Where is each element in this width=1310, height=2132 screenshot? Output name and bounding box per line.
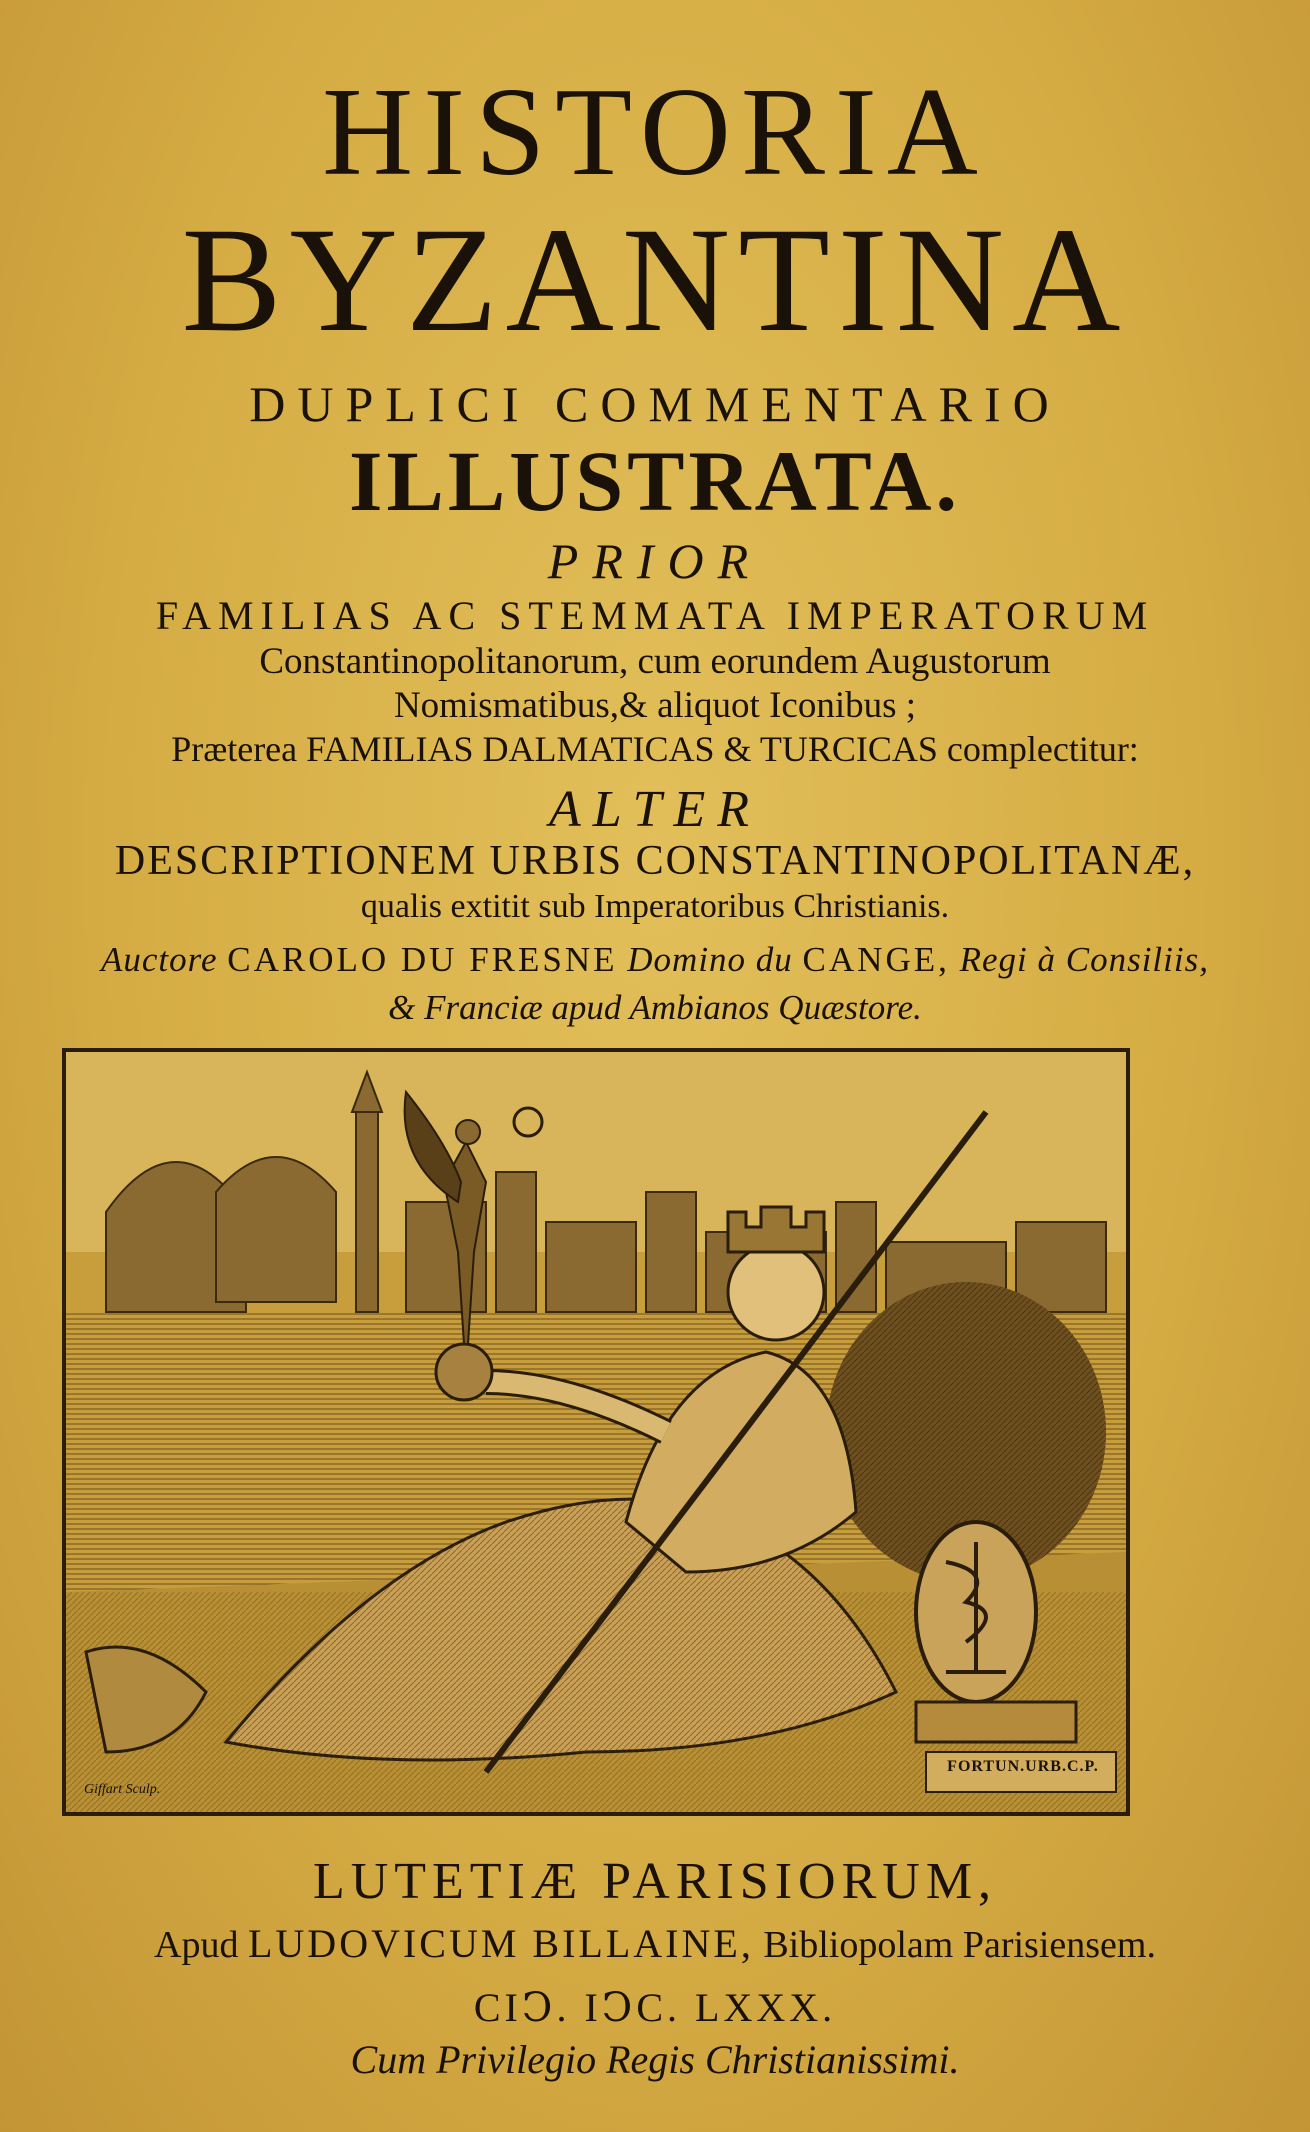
engraver-signature: Giffart Sculp.: [84, 1782, 161, 1797]
mural-crown-icon: [728, 1207, 824, 1252]
title-historia: HISTORIA: [322, 63, 988, 202]
imprint-city: LUTETIÆ PARISIORUM,: [312, 1853, 998, 1910]
engraving-illustration: [66, 1052, 1126, 1812]
imprint-publisher: [0, 1920, 1310, 1967]
prior-line-1: FAMILIAS AC STEMMATA IMPERATORUM: [155, 593, 1155, 638]
author-regi: Regi à Consiliis,: [959, 940, 1209, 979]
publisher-prefix: Apud: [154, 1924, 239, 1966]
engraving-plaque: FORTUN.URB.C.P.: [947, 1758, 1099, 1775]
subtitle-duplici: DUPLICI COMMENTARIO: [249, 376, 1061, 432]
orb-icon: [436, 1344, 492, 1400]
column-base: [916, 1702, 1076, 1742]
publisher-suffix: Bibliopolam Parisiensem.: [763, 1924, 1156, 1966]
title-byzantina: BYZANTINA: [181, 197, 1129, 363]
author-cange: CANGE,: [802, 940, 950, 979]
alter-heading: ALTER: [548, 781, 762, 838]
seated-figure-head: [728, 1244, 824, 1340]
imprint-privilege: Cum Privilegio Regis Christianissimi.: [350, 2037, 960, 2082]
subtitle-illustrata: ILLUSTRATA.: [349, 433, 961, 529]
author-domino: Domino du: [627, 940, 793, 979]
prior-line-2: Constantinopolitanorum, cum eorundem Augustorum: [259, 641, 1051, 682]
author-name: CAROLO DU FRESNE: [227, 940, 618, 979]
imprint-date: CIↃ. IↃC. LXXX.: [473, 1985, 837, 2030]
engraving-frontispiece: [62, 1048, 1130, 1816]
prior-line-3: Nomismatibus,& aliquot Iconibus ;: [393, 685, 917, 726]
prior-line-4: Præterea FAMILIAS DALMATICAS & TURCICAS complectitur:: [171, 729, 1139, 769]
alter-line-2: qualis extitit sub Imperatoribus Christianis.: [360, 888, 950, 925]
alter-line-1: DESCRIPTIONEM URBIS CONSTANTINOPOLITANÆ,: [114, 838, 1196, 884]
prior-heading: PRIOR: [547, 533, 763, 589]
author-line-2: & Franciæ apud Ambianos Quæstore.: [388, 988, 922, 1027]
author-prefix: Auctore: [101, 940, 218, 979]
author-line-1: [0, 940, 1310, 980]
publisher-name: LUDOVICUM BILLAINE,: [247, 1921, 754, 1966]
